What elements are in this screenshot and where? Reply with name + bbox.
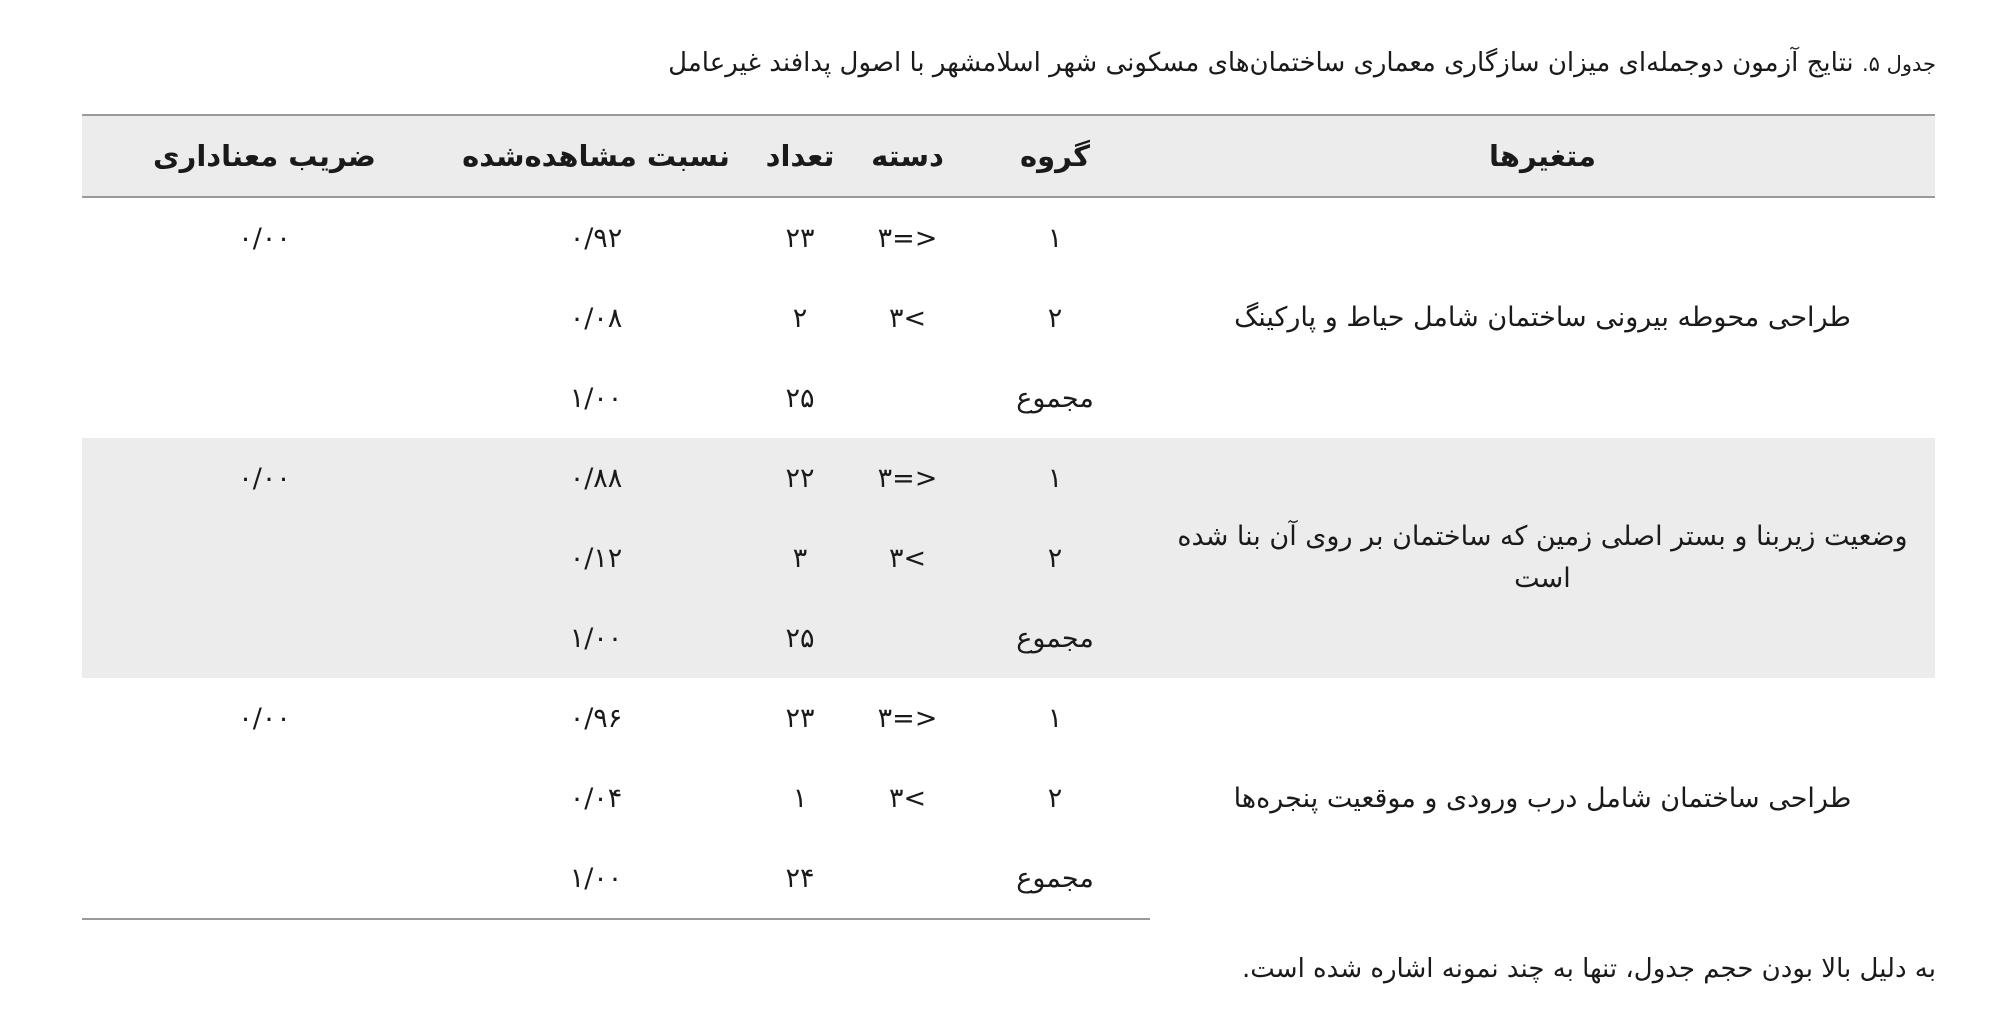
- category-cell: ۳=>: [877, 702, 938, 734]
- observed-cell: ۰/۸۸: [447, 438, 745, 518]
- observed-cell: ۰/۱۲: [447, 518, 745, 598]
- group-cell: مجموع: [960, 598, 1150, 678]
- count-cell: ۱: [792, 782, 808, 814]
- group-cell: ۲: [960, 518, 1150, 598]
- significance-cell: ۰/۰۰: [238, 702, 291, 734]
- table-block: [82, 438, 1935, 678]
- group-cell: ۱: [1047, 702, 1063, 734]
- observed-cell: ۰/۹۶: [569, 702, 623, 734]
- count-cell: ۲۴: [745, 838, 855, 919]
- results-table: [82, 114, 1935, 920]
- observed-cell: ۱/۰۰: [447, 598, 745, 678]
- observed-cell: ۰/۹۲: [569, 222, 623, 254]
- table-footnote: به دلیل بالا بودن حجم جدول، تنها به چند نمونه اشاره شده است.: [1241, 954, 1936, 984]
- table-block: [82, 197, 1935, 438]
- category-cell: [855, 838, 960, 919]
- header-category: دسته: [855, 115, 960, 197]
- observed-cell: ۰/۰۴: [569, 782, 623, 814]
- category-cell: ۳<: [888, 782, 927, 814]
- table-row: [82, 197, 1935, 278]
- category-cell: ۳=>: [877, 222, 938, 254]
- group-cell: مجموع: [960, 838, 1150, 919]
- significance-cell: ۰/۰۰: [82, 438, 447, 518]
- category-cell: [855, 598, 960, 678]
- observed-cell: ۰/۰۸: [569, 302, 623, 334]
- category-cell: ۳<: [855, 518, 960, 598]
- table-row: [82, 678, 1935, 758]
- variable-cell: طراحی ساختمان شامل درب ورودی و موقعیت پنجره‌ها: [1233, 782, 1852, 814]
- group-cell: ۱: [1047, 222, 1063, 254]
- header-variables: متغیرها: [1150, 115, 1935, 197]
- significance-cell-empty: [82, 278, 447, 358]
- group-cell: ۱: [960, 438, 1150, 518]
- header-count: تعداد: [745, 115, 855, 197]
- variable-cell: وضعیت زیربنا و بستر اصلی زمین که ساختمان بر روی آن بنا شده است: [1150, 438, 1935, 678]
- group-cell: ۲: [1047, 302, 1063, 334]
- significance-cell-empty: [82, 838, 447, 919]
- category-cell: ۳<: [888, 302, 927, 334]
- count-cell: ۲۲: [745, 438, 855, 518]
- count-cell: ۲۳: [785, 702, 815, 734]
- count-cell: ۲۵: [745, 598, 855, 678]
- table-caption: [668, 48, 1936, 78]
- count-cell: ۲۳: [785, 222, 815, 254]
- count-cell: ۳: [745, 518, 855, 598]
- category-cell: [855, 358, 960, 438]
- count-cell: ۲: [792, 302, 808, 334]
- significance-cell: ۰/۰۰: [238, 222, 291, 254]
- variable-cell: طراحی محوطه بیرونی ساختمان شامل حیاط و پارکینگ: [1234, 302, 1851, 333]
- caption-label: جدول ۵.: [1861, 52, 1936, 76]
- header-row: [82, 115, 1935, 197]
- significance-cell-empty: [82, 758, 447, 838]
- significance-cell-empty: [82, 358, 447, 438]
- category-cell: ۳=>: [855, 438, 960, 518]
- header-significance: ضریب معناداری: [82, 115, 447, 197]
- significance-cell-empty: [82, 518, 447, 598]
- table-row: [82, 438, 1935, 518]
- table-block: [82, 678, 1935, 919]
- observed-cell: ۱/۰۰: [569, 382, 623, 414]
- observed-cell: ۱/۰۰: [447, 838, 745, 919]
- group-cell: ۲: [1047, 782, 1063, 814]
- caption-text: نتایج آزمون دوجمله‌ای میزان سازگاری معماری ساختمان‌های مسکونی شهر اسلامشهر با اصول پدافند غیرعامل: [668, 48, 1854, 78]
- count-cell: ۲۵: [785, 382, 815, 414]
- header-observed: نسبت مشاهده‌شده: [447, 115, 745, 197]
- header-group: گروه: [960, 115, 1150, 197]
- group-cell: مجموع: [1016, 382, 1094, 414]
- significance-cell-empty: [82, 598, 447, 678]
